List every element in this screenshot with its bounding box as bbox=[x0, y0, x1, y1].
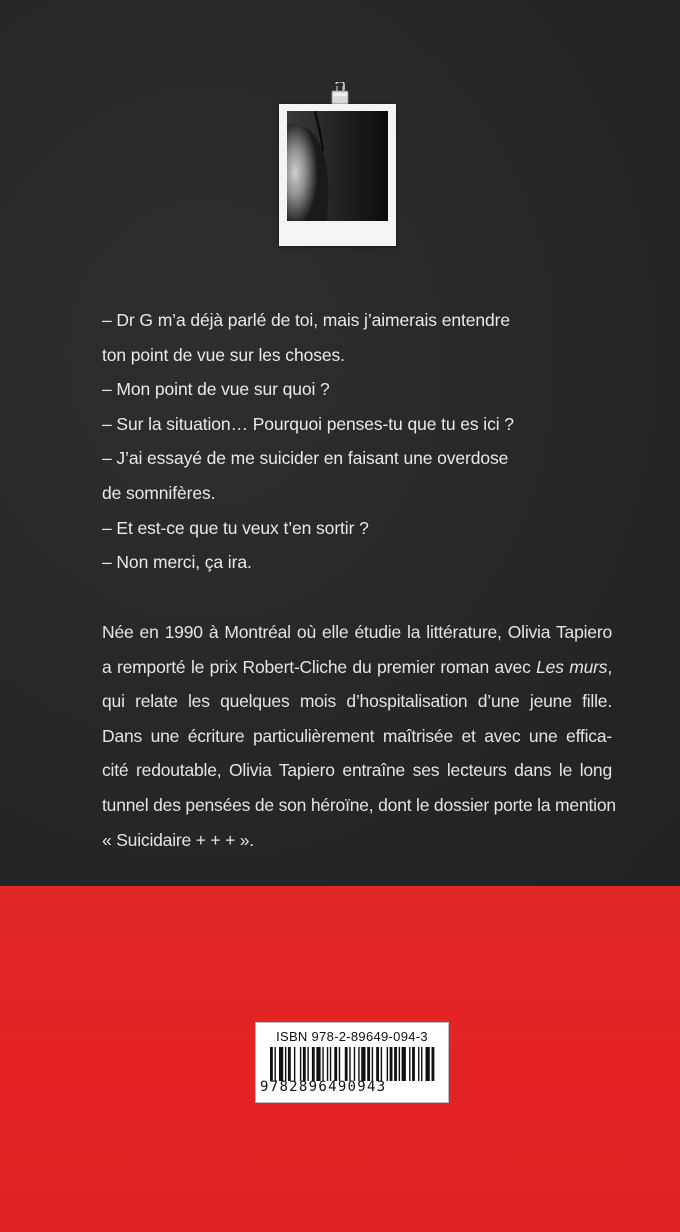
binder-clip-icon bbox=[330, 82, 350, 106]
barcode-bar bbox=[316, 1047, 320, 1081]
barcode-bar bbox=[345, 1047, 348, 1081]
barcode-bar bbox=[339, 1047, 340, 1081]
barcode-bar bbox=[303, 1047, 306, 1081]
barcode-bar bbox=[270, 1047, 273, 1081]
barcode-bar bbox=[387, 1047, 388, 1081]
barcode-bar bbox=[330, 1047, 331, 1081]
barcode-bar bbox=[294, 1047, 295, 1081]
bio-line: « Suicidaire + + + ». bbox=[102, 829, 254, 850]
barcode-bar bbox=[361, 1047, 365, 1081]
barcode-bar bbox=[322, 1047, 323, 1081]
dialogue-line: de somnifères. bbox=[102, 482, 216, 503]
barcode-bar bbox=[390, 1047, 393, 1081]
isbn-number: ISBN 978-2-89649-094-3 bbox=[276, 1029, 428, 1044]
author-bio bbox=[102, 615, 616, 857]
barcode-bar bbox=[288, 1047, 291, 1081]
shoulder-photo-image bbox=[287, 111, 388, 221]
barcode-bar bbox=[354, 1047, 355, 1081]
barcode-bar bbox=[409, 1047, 410, 1081]
barcode-bar bbox=[285, 1047, 286, 1081]
barcode-bar bbox=[394, 1047, 397, 1081]
bio-line: qui relate les quelques mois d’hospitalisation d’une jeune fille. bbox=[102, 691, 612, 712]
barcode-bar bbox=[402, 1047, 406, 1081]
barcode-bar bbox=[349, 1047, 350, 1081]
barcode-bar bbox=[312, 1047, 315, 1081]
ean-digits: 9782896490943 bbox=[260, 1079, 387, 1095]
dialogue-line: – Et est-ce que tu veux t’en sortir ? bbox=[102, 517, 369, 538]
bio-line bbox=[102, 650, 612, 685]
barcode-bar bbox=[307, 1047, 308, 1081]
barcode-bar bbox=[279, 1047, 283, 1081]
dialogue-line: ton point de vue sur les choses. bbox=[102, 344, 345, 365]
book-title: Les murs bbox=[536, 656, 608, 677]
bio-line: Née en 1990 à Montréal où elle étudie la littérature, Olivia Tapiero bbox=[102, 622, 612, 642]
barcode-bar bbox=[426, 1047, 430, 1081]
dialogue-line: – Mon point de vue sur quoi ? bbox=[102, 379, 330, 400]
barcode-bar bbox=[372, 1047, 373, 1081]
bio-text: a remporté le prix Robert-Cliche du premier roman avec bbox=[102, 656, 537, 677]
barcode-bar bbox=[432, 1047, 435, 1081]
bio-text: , bbox=[607, 656, 612, 677]
barcode-bar bbox=[418, 1047, 419, 1081]
dialogue-line: – Dr G m’a déjà parlé de toi, mais j’aimerais entendre bbox=[102, 310, 510, 330]
barcode-bar bbox=[334, 1047, 337, 1081]
barcode-bar bbox=[399, 1047, 400, 1081]
bio-line: tunnel des pensées de son héroïne, dont le dossier porte la mention bbox=[102, 794, 616, 815]
bio-line: Dans une écriture particulièrement maîtrisée et avec une effica- bbox=[102, 725, 612, 746]
isbn-barcode bbox=[255, 1022, 449, 1103]
barcode-bar bbox=[367, 1047, 370, 1081]
polaroid-photo bbox=[279, 104, 396, 246]
dialogue-excerpt bbox=[102, 303, 612, 580]
dialogue-line: – J’ai essayé de me suicider en faisant une overdose bbox=[102, 448, 509, 469]
barcode-bar bbox=[300, 1047, 301, 1081]
barcode-bar bbox=[327, 1047, 328, 1081]
barcode-bar bbox=[376, 1047, 379, 1081]
barcode-bar bbox=[412, 1047, 415, 1081]
barcode-bar bbox=[421, 1047, 422, 1081]
barcode-bar bbox=[381, 1047, 382, 1081]
bio-line: cité redoutable, Olivia Tapiero entraîne ses lecteurs dans le long bbox=[102, 760, 612, 781]
barcode-bars-icon bbox=[270, 1047, 436, 1081]
barcode-bar bbox=[274, 1047, 275, 1081]
dialogue-line: – Non merci, ça ira. bbox=[102, 552, 252, 573]
barcode-bar bbox=[358, 1047, 359, 1081]
dialogue-line: – Sur la situation… Pourquoi penses-tu que tu es ici ? bbox=[102, 413, 514, 434]
